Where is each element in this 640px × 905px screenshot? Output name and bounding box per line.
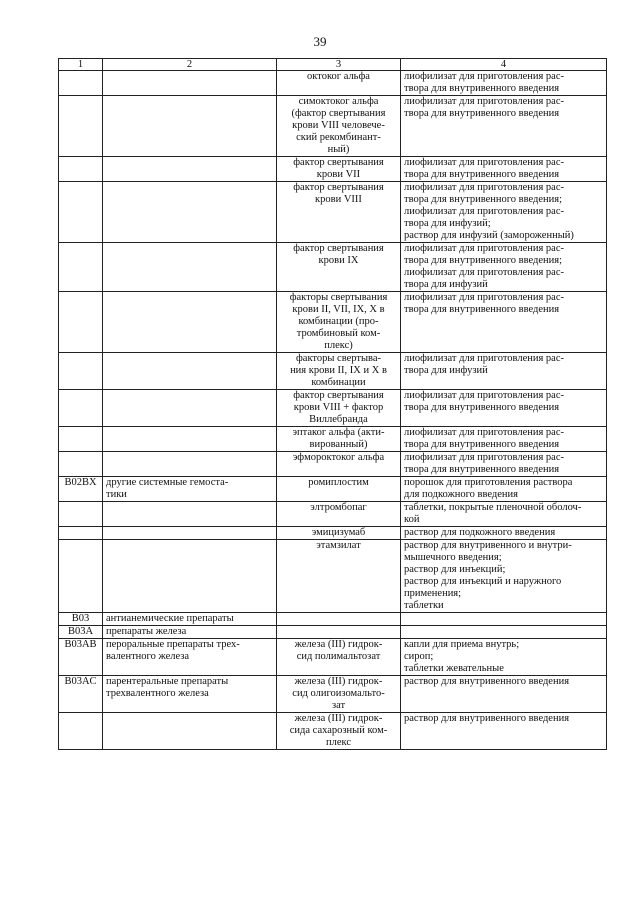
dosage-form-cell: [401, 157, 607, 182]
group-name-cell: [103, 626, 277, 639]
atc-code-cell: [59, 713, 103, 750]
dosage-form-cell: [401, 502, 607, 527]
table-row: [59, 157, 607, 182]
dosage-form-line: мышечного введения;: [404, 552, 502, 563]
dosage-form-line: лиофилизат для приготовления рас-: [404, 71, 565, 82]
table-row: [59, 243, 607, 292]
atc-code-cell: [59, 292, 103, 353]
dosage-form-line: раствор для подкожного введения: [404, 527, 556, 538]
dosage-form-line: лиофилизат для приготовления рас-: [404, 452, 565, 463]
group-name-cell: [103, 292, 277, 353]
table-row: [59, 353, 607, 390]
table-row: [59, 477, 607, 502]
drug-name-line: плекс): [324, 340, 353, 351]
group-name-cell: [103, 639, 277, 676]
dosage-form-line: капли для приема внутрь;: [404, 639, 520, 650]
dosage-form-line: таблетки жевательные: [404, 663, 504, 674]
dosage-form-line: лиофилизат для приготовления рас-: [404, 157, 565, 168]
dosage-form-line: лиофилизат для приготовления рас-: [404, 182, 565, 193]
dosage-form-line: раствор для внутривенного введения: [404, 713, 570, 724]
dosage-form-line: лиофилизат для приготовления рас-: [404, 206, 565, 217]
table-row: [59, 527, 607, 540]
drug-name-line: октоког альфа: [307, 71, 370, 82]
dosage-form-line: твора для инфузий: [404, 279, 488, 290]
group-name-cell: [103, 477, 277, 502]
group-name-cell: [103, 540, 277, 613]
dosage-form-line: раствор для инъекций и наружного: [404, 576, 562, 587]
dosage-form-line: раствор для внутривенного и внутри-: [404, 540, 572, 551]
dosage-form-line: лиофилизат для приготовления рас-: [404, 292, 565, 303]
table-row: [59, 427, 607, 452]
drug-name-line: крови IX: [318, 255, 359, 266]
dosage-form-line: сироп;: [404, 651, 434, 662]
group-name-cell: [103, 243, 277, 292]
table-row: [59, 96, 607, 157]
dosage-form-line: твора для внутривенного введения;: [404, 255, 563, 266]
atc-code-cell: [59, 527, 103, 540]
group-name-cell: [103, 613, 277, 626]
atc-code-cell: [59, 452, 103, 477]
drug-name-line: крови II, VII, IX, X в: [292, 304, 385, 315]
dosage-form-line: для подкожного введения: [404, 489, 518, 500]
dosage-form-line: твора для внутривенного введения: [404, 402, 560, 413]
drug-name-line: крови VIII человече-: [292, 120, 385, 131]
drug-name-line: крови VII: [316, 169, 361, 180]
dosage-form-line: раствор для инфузий (замороженный): [404, 230, 574, 241]
group-name-cell: [103, 427, 277, 452]
dosage-form-line: лиофилизат для приготовления рас-: [404, 353, 565, 364]
drug-name-line: железа (III) гидрок-: [294, 713, 383, 724]
group-name-line: пероральные препараты трех-: [106, 639, 240, 650]
dosage-form-cell: [401, 353, 607, 390]
drug-name-cell: [277, 243, 401, 292]
dosage-form-cell: [401, 713, 607, 750]
dosage-form-cell: [401, 390, 607, 427]
dosage-form-line: лиофилизат для приготовления рас-: [404, 243, 565, 254]
table-row: [59, 182, 607, 243]
dosage-form-line: твора для внутривенного введения: [404, 108, 560, 119]
dosage-form-line: кой: [404, 514, 420, 525]
group-name-cell: [103, 390, 277, 427]
drug-name-cell: [277, 540, 401, 613]
group-name-cell: [103, 527, 277, 540]
drug-name-cell: [277, 626, 401, 639]
dosage-form-cell: [401, 540, 607, 613]
drug-table: [58, 58, 607, 750]
drug-name-cell: [277, 96, 401, 157]
atc-code-cell: [59, 96, 103, 157]
drug-name-cell: [277, 676, 401, 713]
atc-code-cell: [59, 157, 103, 182]
drug-name-cell: [277, 353, 401, 390]
drug-name-cell: [277, 639, 401, 676]
drug-name-cell: [277, 157, 401, 182]
drug-name-line: комбинации (про-: [298, 316, 379, 327]
dosage-form-line: твора для внутривенного введения: [404, 304, 560, 315]
dosage-form-cell: [401, 676, 607, 713]
drug-name-line: Виллебранда: [309, 414, 368, 425]
drug-name-line: эмицизумаб: [311, 527, 366, 538]
drug-name-line: ромиплостим: [308, 477, 369, 488]
atc-code-cell: [59, 71, 103, 96]
table-row: [59, 452, 607, 477]
header-col-2: 2: [103, 59, 277, 71]
dosage-form-line: лиофилизат для приготовления рас-: [404, 96, 565, 107]
dosage-form-cell: [401, 639, 607, 676]
dosage-form-line: раствор для инъекций;: [404, 564, 506, 575]
drug-name-line: фактор свертывания: [293, 390, 384, 401]
drug-name-cell: [277, 527, 401, 540]
dosage-form-line: применения;: [404, 588, 462, 599]
group-name-line: другие системные гемоста-: [106, 477, 229, 488]
drug-name-line: элтромбопаг: [310, 502, 367, 513]
atc-code-cell: B03AC: [59, 676, 103, 713]
dosage-form-line: твора для инфузий;: [404, 218, 491, 229]
dosage-form-cell: [401, 182, 607, 243]
atc-code-cell: [59, 540, 103, 613]
table-row: [59, 390, 607, 427]
atc-code-cell: [59, 243, 103, 292]
atc-code-cell: [59, 182, 103, 243]
drug-name-cell: [277, 292, 401, 353]
dosage-form-line: твора для внутривенного введения: [404, 439, 560, 450]
dosage-form-line: лиофилизат для приготовления рас-: [404, 267, 565, 278]
drug-name-cell: [277, 713, 401, 750]
table-row: [59, 292, 607, 353]
dosage-form-cell: [401, 292, 607, 353]
group-name-line: парентеральные препараты: [106, 676, 229, 687]
drug-name-line: крови VIII + фактор: [293, 402, 384, 413]
group-name-line: трехвалентного железа: [106, 688, 209, 699]
drug-name-line: ный): [327, 144, 350, 155]
drug-name-line: сид олигоизомальто-: [292, 688, 385, 699]
drug-name-cell: [277, 613, 401, 626]
drug-name-line: симоктоког альфа: [298, 96, 379, 107]
drug-name-cell: [277, 502, 401, 527]
drug-name-line: крови VIII: [315, 194, 362, 205]
group-name-cell: [103, 71, 277, 96]
table-row: [59, 613, 607, 626]
dosage-form-cell: [401, 613, 607, 626]
dosage-form-line: таблетки, покрытые пленочной оболоч-: [404, 502, 582, 513]
drug-name-line: плекс: [325, 737, 352, 748]
drug-name-line: тромбиновый ком-: [296, 328, 381, 339]
atc-code-cell: B03AB: [59, 639, 103, 676]
header-col-1: 1: [59, 59, 103, 71]
group-name-line: валентного железа: [106, 651, 190, 662]
drug-name-cell: [277, 477, 401, 502]
group-name-cell: [103, 676, 277, 713]
drug-name-line: железа (III) гидрок-: [294, 639, 383, 650]
drug-name-line: этамзилат: [316, 540, 361, 551]
atc-code-cell: B02BX: [59, 477, 103, 502]
dosage-form-line: твора для инфузий: [404, 365, 488, 376]
dosage-form-line: лиофилизат для приготовления рас-: [404, 427, 565, 438]
group-name-line: антианемические препараты: [106, 613, 234, 624]
drug-name-line: зат: [331, 700, 346, 711]
atc-code-cell: B03A: [59, 626, 103, 639]
drug-name-line: комбинации: [311, 377, 366, 388]
table-row: [59, 713, 607, 750]
dosage-form-cell: [401, 527, 607, 540]
dosage-form-cell: [401, 477, 607, 502]
header-row: [59, 59, 607, 71]
group-name-cell: [103, 713, 277, 750]
dosage-form-line: таблетки: [404, 600, 444, 611]
table-row: [59, 676, 607, 713]
dosage-form-cell: [401, 427, 607, 452]
group-name-line: препараты железа: [106, 626, 187, 637]
dosage-form-cell: [401, 626, 607, 639]
drug-name-line: эптаког альфа (акти-: [292, 427, 385, 438]
drug-name-cell: [277, 182, 401, 243]
atc-code-cell: B03: [59, 613, 103, 626]
dosage-form-line: раствор для внутривенного введения: [404, 676, 570, 687]
drug-name-line: фактор свертывания: [293, 243, 384, 254]
drug-name-line: сида сахарозный ком-: [289, 725, 388, 736]
drug-name-line: фактор свертывания: [293, 182, 384, 193]
atc-code-cell: [59, 390, 103, 427]
table-row: [59, 502, 607, 527]
drug-name-line: факторы свертывания: [289, 292, 388, 303]
header-col-3: 3: [277, 59, 401, 71]
atc-code-cell: [59, 502, 103, 527]
drug-name-cell: [277, 71, 401, 96]
drug-name-line: эфмороктоког альфа: [292, 452, 385, 463]
table-row: [59, 626, 607, 639]
table-row: [59, 540, 607, 613]
drug-name-line: сид полимальтозат: [296, 651, 381, 662]
drug-name-cell: [277, 390, 401, 427]
group-name-cell: [103, 502, 277, 527]
table-row: [59, 639, 607, 676]
group-name-line: тики: [106, 489, 127, 500]
dosage-form-line: порошок для приготовления раствора: [404, 477, 573, 488]
drug-name-line: ский рекомбинант-: [296, 132, 381, 143]
atc-code-cell: [59, 427, 103, 452]
header-col-4: 4: [401, 59, 607, 71]
dosage-form-line: твора для внутривенного введения;: [404, 194, 563, 205]
drug-name-cell: [277, 427, 401, 452]
group-name-cell: [103, 353, 277, 390]
dosage-form-cell: [401, 96, 607, 157]
group-name-cell: [103, 157, 277, 182]
dosage-form-cell: [401, 452, 607, 477]
drug-name-line: ния крови II, IX и X в: [290, 365, 387, 376]
drug-name-line: железа (III) гидрок-: [294, 676, 383, 687]
dosage-form-cell: [401, 243, 607, 292]
page-number: 39: [313, 34, 327, 49]
drug-name-line: факторы свертыва-: [295, 353, 381, 364]
dosage-form-line: лиофилизат для приготовления рас-: [404, 390, 565, 401]
atc-code-cell: [59, 353, 103, 390]
table-row: [59, 71, 607, 96]
drug-name-cell: [277, 452, 401, 477]
group-name-cell: [103, 452, 277, 477]
dosage-form-line: твора для внутривенного введения: [404, 464, 560, 475]
drug-name-line: (фактор свертывания: [291, 108, 386, 119]
dosage-form-line: твора для внутривенного введения: [404, 169, 560, 180]
drug-name-line: фактор свертывания: [293, 157, 384, 168]
dosage-form-cell: [401, 71, 607, 96]
dosage-form-line: твора для внутривенного введения: [404, 83, 560, 94]
drug-name-line: вированный): [309, 439, 368, 450]
group-name-cell: [103, 182, 277, 243]
group-name-cell: [103, 96, 277, 157]
